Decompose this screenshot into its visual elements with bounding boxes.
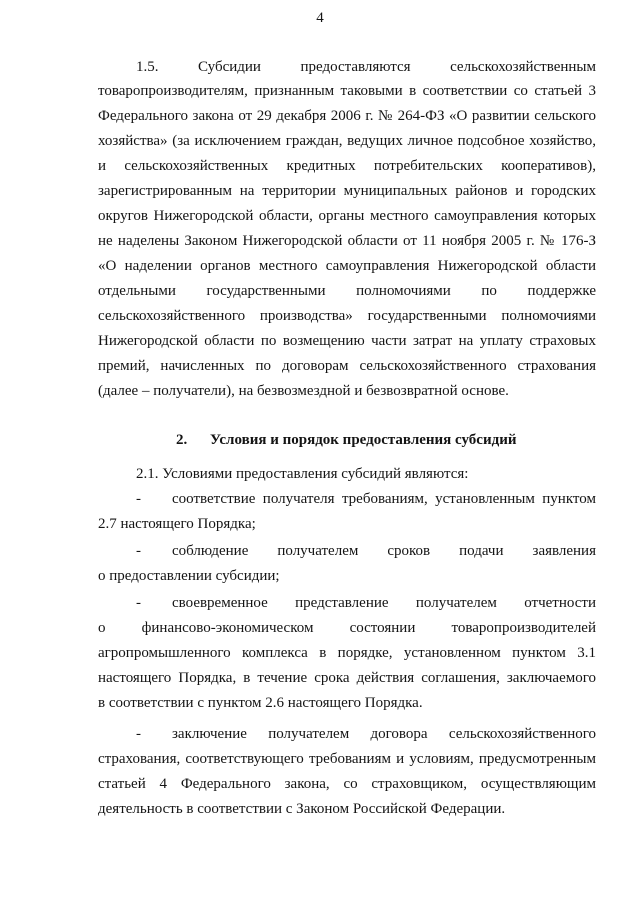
section-heading <box>176 430 516 450</box>
text-line: своевременное представление получателем отчетности <box>172 595 596 611</box>
text-line: деятельность в соответствии с Законом Российской Федерации. <box>98 801 506 817</box>
text-line: Нижегородской области по возмещению части затрат на уплату страховых <box>98 333 596 349</box>
dash-marker: - <box>136 595 141 611</box>
paragraph-2-1: 2.1. Условиями предоставления субсидий являются: <box>136 466 469 482</box>
text-line: премий, начисленных по договорам сельскохозяйственного страхования <box>98 358 596 374</box>
text-line: в соответствии с пунктом 2.6 настоящего Порядка. <box>98 695 423 711</box>
text-line: зарегистрированным на территории муниципальных районов и городских <box>98 183 596 199</box>
section-title: Условия и порядок предоставления субсидий <box>210 432 517 448</box>
text-line: Федерального закона от 29 декабря 2006 г. № 264-ФЗ «О развитии сельского <box>98 108 596 124</box>
text-line: не наделены Законом Нижегородской области от 11 ноября 2005 г. № 176-З <box>98 233 596 249</box>
text-line: сельскохозяйственного производства» государственными полномочиями <box>98 308 596 324</box>
text-line: хозяйства» (за исключением граждан, ведущих личное подсобное хозяйство, <box>98 133 596 149</box>
text-line: (далее – получатели), на безвозмездной и безвозвратной основе. <box>98 383 509 399</box>
text-line: о финансово-экономическом состоянии товаропроизводителей <box>98 620 596 636</box>
dash-marker: - <box>136 491 141 507</box>
dash-marker: - <box>136 543 141 559</box>
section-number: 2. <box>176 432 188 448</box>
text-line: соответствие получателя требованиям, установленным пунктом <box>172 491 596 507</box>
text-line: агропромышленного комплекса в порядке, установленном пунктом 3.1 <box>98 645 596 661</box>
text-line: соблюдение получателем сроков подачи заявления <box>172 543 596 559</box>
text-line: товаропроизводителям, признанным таковыми в соответствии со статьей 3 <box>98 83 596 99</box>
text-line: округов Нижегородской области, органы местного самоуправления которых <box>98 208 596 224</box>
text-line: заключение получателем договора сельскохозяйственного <box>172 726 596 742</box>
dash-marker: - <box>136 726 141 742</box>
text-line: о предоставлении субсидии; <box>98 568 280 584</box>
text-line: «О наделении органов местного самоуправления Нижегородской области <box>98 258 596 274</box>
text-line: страхования, соответствующего требованиям и условиям, предусмотренным <box>98 751 596 767</box>
text-line: и сельскохозяйственных кредитных потребительских кооперативов), <box>98 158 596 174</box>
text-line: 2.7 настоящего Порядка; <box>98 516 256 532</box>
text-line: отдельными государственными полномочиями по поддержке <box>98 283 596 299</box>
text-line: настоящего Порядка, в течение срока действия соглашения, заключаемого <box>98 670 596 686</box>
text-line: 1.5. Субсидии предоставляются сельскохозяйственным <box>136 59 596 75</box>
text-line: статьей 4 Федерального закона, со страховщиком, осуществляющим <box>98 776 596 792</box>
page-number: 4 <box>316 10 324 26</box>
